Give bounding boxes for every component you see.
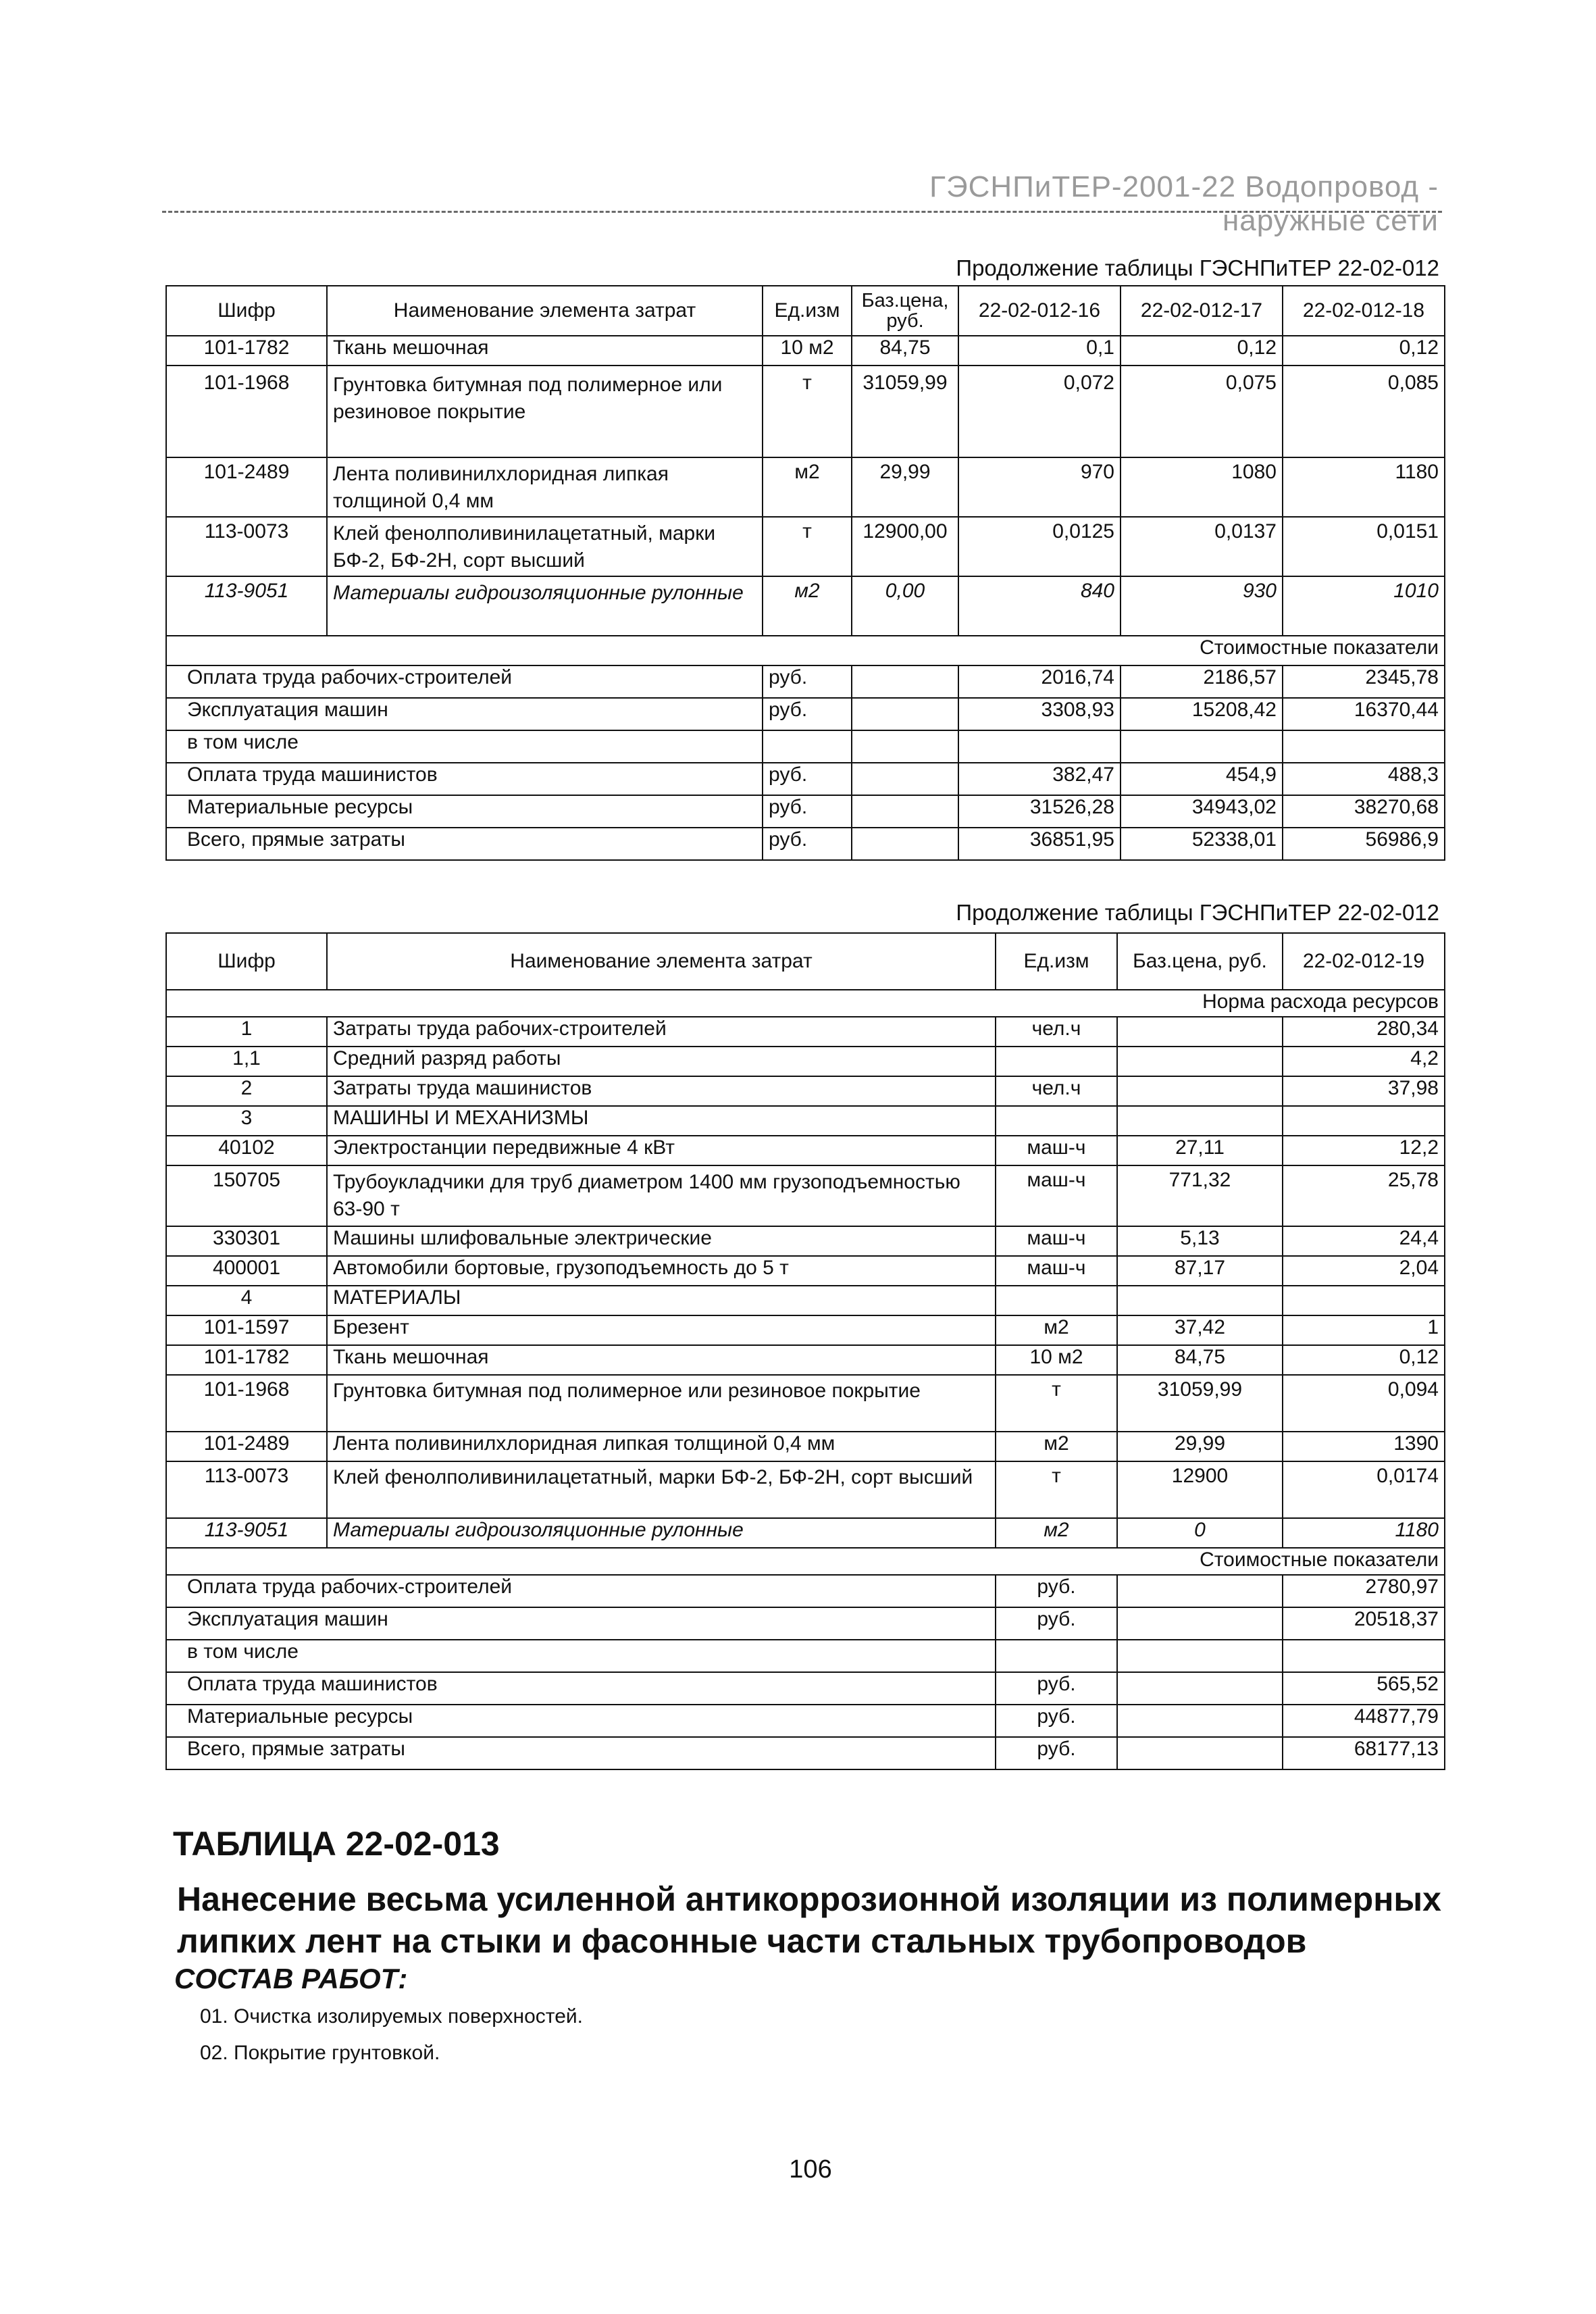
name-cell: Материалы гидроизоляционные рулонные xyxy=(327,1518,996,1548)
summary-label: Материальные ресурсы xyxy=(166,1705,996,1737)
summary-unit: руб. xyxy=(763,828,852,860)
table-row xyxy=(166,990,1445,1017)
value-cell: 280,34 xyxy=(1283,1017,1445,1047)
unit-cell: м2 xyxy=(996,1432,1117,1461)
section-subtitle: Нанесение весьма усиленной антикоррозионной изоляции из полимерных липких лент на стыки и фасонные части стальных трубопроводов xyxy=(177,1880,1441,1960)
price-cell: 31059,99 xyxy=(1117,1375,1283,1432)
summary-value xyxy=(1121,730,1283,763)
summary-label: Материальные ресурсы xyxy=(166,795,763,828)
value-cell: 1390 xyxy=(1283,1432,1445,1461)
name-cell: Грунтовка битумная под полимерное или резиновое покрытие xyxy=(327,366,763,457)
code-cell: 3 xyxy=(166,1106,327,1136)
summary-empty-cell xyxy=(1117,1575,1283,1607)
price-cell xyxy=(1117,1017,1283,1047)
value-cell: 840 xyxy=(958,576,1121,636)
summary-value xyxy=(958,730,1121,763)
table-row xyxy=(166,1432,1445,1461)
summary-value: 2186,57 xyxy=(1121,665,1283,698)
value-cell: 2,04 xyxy=(1283,1256,1445,1286)
value-cell: 0,1 xyxy=(958,336,1121,366)
summary-label: Эксплуатация машин xyxy=(166,1607,996,1640)
code-cell: 400001 xyxy=(166,1256,327,1286)
summary-label: Эксплуатация машин xyxy=(166,698,763,730)
code-cell: 1 xyxy=(166,1017,327,1047)
unit-cell: чел.ч xyxy=(996,1076,1117,1106)
unit-cell: маш-ч xyxy=(996,1226,1117,1256)
summary-empty-cell xyxy=(852,730,958,763)
summary-empty-cell xyxy=(852,763,958,795)
name-cell: Клей фенолполивинилацетатный, марки БФ-2, БФ-2Н, сорт высший xyxy=(327,517,763,576)
table1 xyxy=(165,285,1445,861)
table-row xyxy=(166,1165,1445,1226)
value-cell: 0,0174 xyxy=(1283,1461,1445,1518)
table-row xyxy=(166,457,1445,517)
summary-unit: руб. xyxy=(996,1672,1117,1705)
value-cell: 1 xyxy=(1283,1315,1445,1345)
summary-value: 382,47 xyxy=(958,763,1121,795)
summary-unit: руб. xyxy=(996,1607,1117,1640)
unit-cell: м2 xyxy=(763,576,852,636)
summary-value: 34943,02 xyxy=(1121,795,1283,828)
price-cell: 37,42 xyxy=(1117,1315,1283,1345)
summary-unit: руб. xyxy=(763,698,852,730)
code-cell: 4 xyxy=(166,1286,327,1315)
summary-empty-cell xyxy=(852,665,958,698)
code-cell: 101-2489 xyxy=(166,457,327,517)
value-cell: 0,0151 xyxy=(1283,517,1445,576)
value-cell: 1080 xyxy=(1121,457,1283,517)
unit-cell: т xyxy=(763,517,852,576)
unit-cell: маш-ч xyxy=(996,1256,1117,1286)
name-cell: Материалы гидроизоляционные рулонные xyxy=(327,576,763,636)
unit-cell: м2 xyxy=(996,1518,1117,1548)
summary-row xyxy=(166,698,1445,730)
code-cell: 330301 xyxy=(166,1226,327,1256)
summary-label: Всего, прямые затраты xyxy=(166,828,763,860)
summary-value: 36851,95 xyxy=(958,828,1121,860)
code-cell: 150705 xyxy=(166,1165,327,1226)
summary-empty-cell xyxy=(1117,1672,1283,1705)
value-cell xyxy=(1283,1286,1445,1315)
summary-unit xyxy=(996,1640,1117,1672)
code-cell: 101-1597 xyxy=(166,1315,327,1345)
table-row xyxy=(166,1518,1445,1548)
value-cell: 37,98 xyxy=(1283,1076,1445,1106)
summary-value: 38270,68 xyxy=(1283,795,1445,828)
header-cell: Наименование элемента затрат xyxy=(327,933,996,990)
name-cell: Электростанции передвижные 4 кВт xyxy=(327,1136,996,1165)
section-name-cell: МАШИНЫ И МЕХАНИЗМЫ xyxy=(327,1106,996,1136)
code-cell: 40102 xyxy=(166,1136,327,1165)
name-cell: Грунтовка битумная под полимерное или резиновое покрытие xyxy=(327,1375,996,1432)
summary-row xyxy=(166,1672,1445,1705)
table-row xyxy=(166,1047,1445,1076)
summary-label: Всего, прямые затраты xyxy=(166,1737,996,1769)
work-step: 01. Очистка изолируемых поверхностей. xyxy=(200,2005,583,2028)
table-row xyxy=(166,1286,1445,1315)
unit-cell: 10 м2 xyxy=(763,336,852,366)
summary-row xyxy=(166,1607,1445,1640)
summary-value: 2345,78 xyxy=(1283,665,1445,698)
summary-row xyxy=(166,665,1445,698)
value-cell: 0,12 xyxy=(1121,336,1283,366)
value-cell: 12,2 xyxy=(1283,1136,1445,1165)
summary-unit: руб. xyxy=(763,795,852,828)
unit-cell: 10 м2 xyxy=(996,1345,1117,1375)
header-cell: 22-02-012-16 xyxy=(958,286,1121,336)
summary-value: 454,9 xyxy=(1121,763,1283,795)
summary-empty-cell xyxy=(1117,1607,1283,1640)
summary-row xyxy=(166,795,1445,828)
cost-indicators-label: Стоимостные показатели xyxy=(166,636,1445,665)
table-row xyxy=(166,517,1445,576)
summary-unit: руб. xyxy=(763,763,852,795)
summary-empty-cell xyxy=(1117,1737,1283,1769)
code-cell: 113-9051 xyxy=(166,576,327,636)
header-cell: Наименование элемента затрат xyxy=(327,286,763,336)
cost-indicators-label: Стоимостные показатели xyxy=(166,1548,1445,1575)
unit-cell: т xyxy=(763,366,852,457)
name-cell: Затраты труда рабочих-строителей xyxy=(327,1017,996,1047)
price-cell: 12900 xyxy=(1117,1461,1283,1518)
section-title: ТАБЛИЦА 22-02-013 xyxy=(173,1825,500,1863)
value-cell: 24,4 xyxy=(1283,1226,1445,1256)
summary-value: 16370,44 xyxy=(1283,698,1445,730)
summary-empty-cell xyxy=(852,698,958,730)
price-cell xyxy=(1117,1047,1283,1076)
summary-label: Оплата труда машинистов xyxy=(166,763,763,795)
unit-cell xyxy=(996,1286,1117,1315)
header-cell: Баз.цена, руб. xyxy=(1117,933,1283,990)
table1-caption: Продолжение таблицы ГЭСНПиТЕР 22-02-012 xyxy=(956,255,1439,280)
code-cell: 101-1968 xyxy=(166,1375,327,1432)
price-cell: 87,17 xyxy=(1117,1256,1283,1286)
summary-unit: руб. xyxy=(996,1575,1117,1607)
value-cell xyxy=(1283,1106,1445,1136)
code-cell: 113-9051 xyxy=(166,1518,327,1548)
value-cell: 25,78 xyxy=(1283,1165,1445,1226)
table2-header-row xyxy=(166,933,1445,990)
header-cell: Ед.изм xyxy=(763,286,852,336)
table-row xyxy=(166,576,1445,636)
name-cell: Средний разряд работы xyxy=(327,1047,996,1076)
value-cell: 0,12 xyxy=(1283,1345,1445,1375)
table-row xyxy=(166,336,1445,366)
summary-row xyxy=(166,1575,1445,1607)
summary-label: Оплата труда рабочих-строителей xyxy=(166,665,763,698)
header-divider xyxy=(162,211,1442,213)
header-cell: Баз.цена, руб. xyxy=(852,286,958,336)
unit-cell: м2 xyxy=(763,457,852,517)
name-cell: Брезент xyxy=(327,1315,996,1345)
price-cell: 12900,00 xyxy=(852,517,958,576)
price-cell: 31059,99 xyxy=(852,366,958,457)
summary-value xyxy=(1283,1640,1445,1672)
name-cell: Автомобили бортовые, грузоподъемность до 5 т xyxy=(327,1256,996,1286)
price-cell: 0,00 xyxy=(852,576,958,636)
value-cell: 0,0137 xyxy=(1121,517,1283,576)
summary-row xyxy=(166,763,1445,795)
name-cell: Лента поливинилхлоридная липкая толщиной 0,4 мм xyxy=(327,1432,996,1461)
summary-value xyxy=(1283,730,1445,763)
value-cell: 0,0125 xyxy=(958,517,1121,576)
table-row xyxy=(166,1345,1445,1375)
summary-row xyxy=(166,828,1445,860)
table2 xyxy=(165,932,1445,1770)
value-cell: 1180 xyxy=(1283,1518,1445,1548)
header-cell: 22-02-012-19 xyxy=(1283,933,1445,990)
value-cell: 4,2 xyxy=(1283,1047,1445,1076)
table1-header-row xyxy=(166,286,1445,336)
summary-row xyxy=(166,1737,1445,1769)
summary-value: 2780,97 xyxy=(1283,1575,1445,1607)
unit-cell xyxy=(996,1047,1117,1076)
code-cell: 101-2489 xyxy=(166,1432,327,1461)
code-cell: 101-1782 xyxy=(166,336,327,366)
price-cell: 771,32 xyxy=(1117,1165,1283,1226)
value-cell: 970 xyxy=(958,457,1121,517)
table-row xyxy=(166,1548,1445,1575)
value-cell: 0,094 xyxy=(1283,1375,1445,1432)
summary-row xyxy=(166,1640,1445,1672)
unit-cell: чел.ч xyxy=(996,1017,1117,1047)
price-cell: 84,75 xyxy=(852,336,958,366)
summary-unit: руб. xyxy=(996,1737,1117,1769)
price-cell xyxy=(1117,1076,1283,1106)
unit-cell: м2 xyxy=(996,1315,1117,1345)
unit-cell: т xyxy=(996,1375,1117,1432)
summary-empty-cell xyxy=(1117,1640,1283,1672)
summary-label: Оплата труда рабочих-строителей xyxy=(166,1575,996,1607)
unit-cell: маш-ч xyxy=(996,1136,1117,1165)
header-cell: 22-02-012-18 xyxy=(1283,286,1445,336)
summary-value: 3308,93 xyxy=(958,698,1121,730)
summary-row xyxy=(166,730,1445,763)
name-cell: Трубоукладчики для труб диаметром 1400 мм грузоподъемностью 63-90 т xyxy=(327,1165,996,1226)
section-name-cell: МАТЕРИАЛЫ xyxy=(327,1286,996,1315)
name-cell: Лента поливинилхлоридная липкая толщиной 0,4 мм xyxy=(327,457,763,517)
summary-value: 31526,28 xyxy=(958,795,1121,828)
table-row xyxy=(166,1076,1445,1106)
name-cell: Машины шлифовальные электрические xyxy=(327,1226,996,1256)
summary-value: 488,3 xyxy=(1283,763,1445,795)
summary-value: 15208,42 xyxy=(1121,698,1283,730)
table-row xyxy=(166,366,1445,457)
summary-empty-cell xyxy=(852,828,958,860)
summary-row xyxy=(166,1705,1445,1737)
header-cell: 22-02-012-17 xyxy=(1121,286,1283,336)
code-cell: 101-1968 xyxy=(166,366,327,457)
value-cell: 0,072 xyxy=(958,366,1121,457)
code-cell: 113-0073 xyxy=(166,517,327,576)
name-cell: Клей фенолполивинилацетатный, марки БФ-2, БФ-2Н, сорт высший xyxy=(327,1461,996,1518)
unit-cell: маш-ч xyxy=(996,1165,1117,1226)
unit-cell xyxy=(996,1106,1117,1136)
price-cell: 84,75 xyxy=(1117,1345,1283,1375)
summary-unit: руб. xyxy=(763,665,852,698)
summary-unit xyxy=(763,730,852,763)
price-cell xyxy=(1117,1106,1283,1136)
price-cell: 29,99 xyxy=(1117,1432,1283,1461)
value-cell: 1180 xyxy=(1283,457,1445,517)
value-cell: 930 xyxy=(1121,576,1283,636)
price-cell: 0 xyxy=(1117,1518,1283,1548)
running-header: ГЭСНПиТЕР-2001-22 Водопровод - наружные сети xyxy=(929,170,1439,237)
table-row xyxy=(166,1017,1445,1047)
page-number: 106 xyxy=(789,2155,832,2184)
norm-label: Норма расхода ресурсов xyxy=(166,990,1445,1017)
price-cell: 29,99 xyxy=(852,457,958,517)
summary-label: в том числе xyxy=(166,730,763,763)
price-cell xyxy=(1117,1286,1283,1315)
summary-value: 20518,37 xyxy=(1283,1607,1445,1640)
price-cell: 27,11 xyxy=(1117,1136,1283,1165)
summary-value: 56986,9 xyxy=(1283,828,1445,860)
unit-cell: т xyxy=(996,1461,1117,1518)
header-cell: Шифр xyxy=(166,933,327,990)
header-cell: Ед.изм xyxy=(996,933,1117,990)
work-step: 02. Покрытие грунтовкой. xyxy=(200,2042,440,2064)
code-cell: 1,1 xyxy=(166,1047,327,1076)
name-cell: Затраты труда машинистов xyxy=(327,1076,996,1106)
name-cell: Ткань мешочная xyxy=(327,336,763,366)
summary-value: 52338,01 xyxy=(1121,828,1283,860)
value-cell: 0,085 xyxy=(1283,366,1445,457)
price-cell: 5,13 xyxy=(1117,1226,1283,1256)
value-cell: 0,12 xyxy=(1283,336,1445,366)
header-cell: Шифр xyxy=(166,286,327,336)
value-cell: 0,075 xyxy=(1121,366,1283,457)
table-row xyxy=(166,1106,1445,1136)
table-row xyxy=(166,1315,1445,1345)
summary-empty-cell xyxy=(1117,1705,1283,1737)
table-row xyxy=(166,1375,1445,1432)
value-cell: 1010 xyxy=(1283,576,1445,636)
table-row xyxy=(166,1226,1445,1256)
summary-value: 44877,79 xyxy=(1283,1705,1445,1737)
summary-label: Оплата труда машинистов xyxy=(166,1672,996,1705)
code-cell: 2 xyxy=(166,1076,327,1106)
table-row xyxy=(166,636,1445,665)
summary-label: в том числе xyxy=(166,1640,996,1672)
name-cell: Ткань мешочная xyxy=(327,1345,996,1375)
work-composition-header: СОСТАВ РАБОТ: xyxy=(174,1963,408,1994)
summary-value: 565,52 xyxy=(1283,1672,1445,1705)
code-cell: 101-1782 xyxy=(166,1345,327,1375)
summary-empty-cell xyxy=(852,795,958,828)
summary-value: 2016,74 xyxy=(958,665,1121,698)
code-cell: 113-0073 xyxy=(166,1461,327,1518)
summary-unit: руб. xyxy=(996,1705,1117,1737)
table-row xyxy=(166,1461,1445,1518)
table-row xyxy=(166,1136,1445,1165)
table-row xyxy=(166,1256,1445,1286)
table2-caption: Продолжение таблицы ГЭСНПиТЕР 22-02-012 xyxy=(956,900,1439,925)
summary-value: 68177,13 xyxy=(1283,1737,1445,1769)
